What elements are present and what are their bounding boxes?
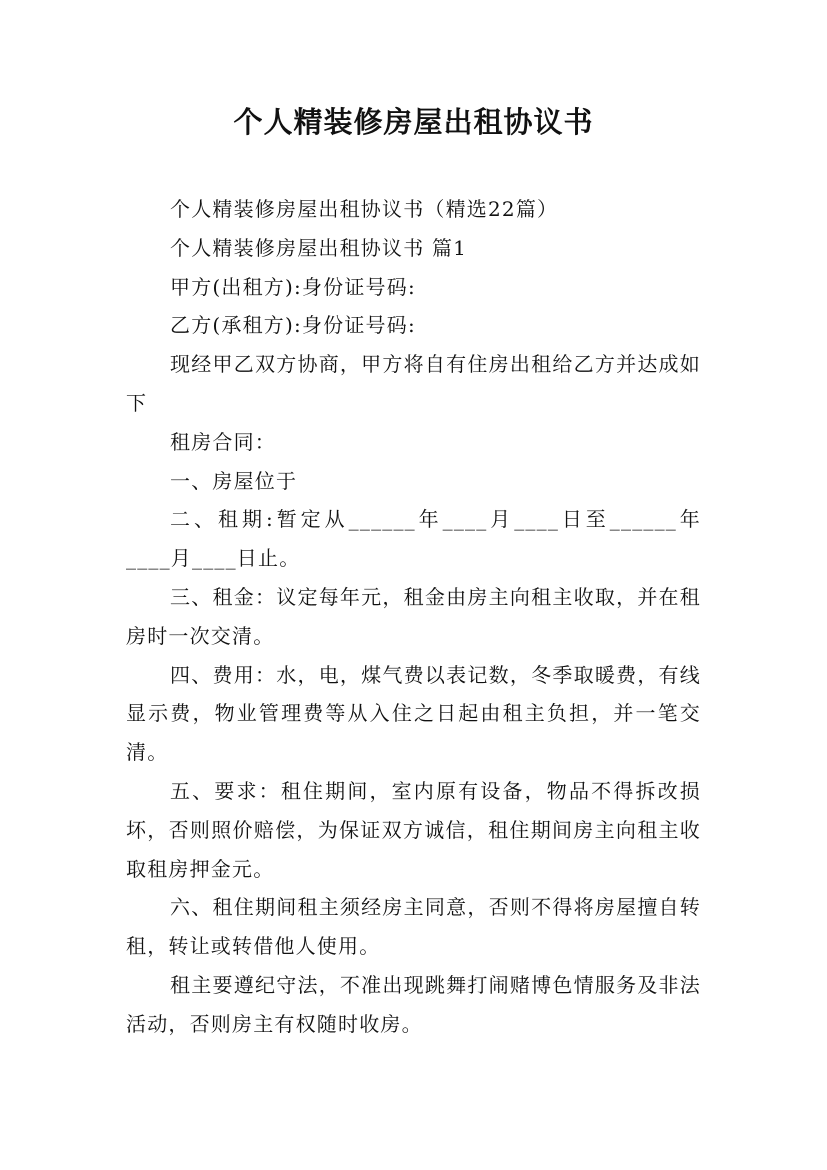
paragraph-clause-6: 六、租住期间租主须经房主同意，否则不得将房屋擅自转租，转让或转借他人使用。 xyxy=(126,895,701,959)
paragraph-clause-5: 五、要求：租住期间，室内原有设备，物品不得拆改损坏，否则照价赔偿，为保证双方诚信，租住期间房主向租主收取租房押金元。 xyxy=(126,778,701,881)
paragraph-contract-label: 租房合同： xyxy=(170,429,276,454)
paragraph-clause-7: 租主要遵纪守法，不准出现跳舞打闹赌博色情服务及非法活动，否则房主有权随时收房。 xyxy=(126,972,701,1036)
document-body xyxy=(126,190,701,1044)
paragraph-party-b: 乙方(承租方):身份证号码: xyxy=(170,313,416,338)
paragraph-subtitle: 个人精装修房屋出租协议书（精选22篇） xyxy=(170,197,559,221)
paragraph-clause-3: 三、租金：议定每年元，租金由房主向租主收取，并在租房时一次交清。 xyxy=(126,584,701,648)
paragraph-section-heading: 个人精装修房屋出租协议书 篇1 xyxy=(170,235,468,260)
paragraph-clause-2: 二、租期:暂定从______年____月____日至______年____月____日止。 xyxy=(126,507,701,571)
paragraph-party-a: 甲方(出租方):身份证号码: xyxy=(170,274,416,299)
paragraph-clause-4: 四、费用：水，电，煤气费以表记数，冬季取暖费，有线显示费，物业管理费等从入住之日起由租主负担，并一笔交清。 xyxy=(126,662,701,765)
document-title: 个人精装修房屋出租协议书 xyxy=(233,105,594,139)
paragraph-clause-1: 一、房屋位于 xyxy=(170,468,298,493)
paragraph-intro: 现经甲乙双方协商，甲方将自有住房出租给乙方并达成如下 xyxy=(126,352,701,415)
